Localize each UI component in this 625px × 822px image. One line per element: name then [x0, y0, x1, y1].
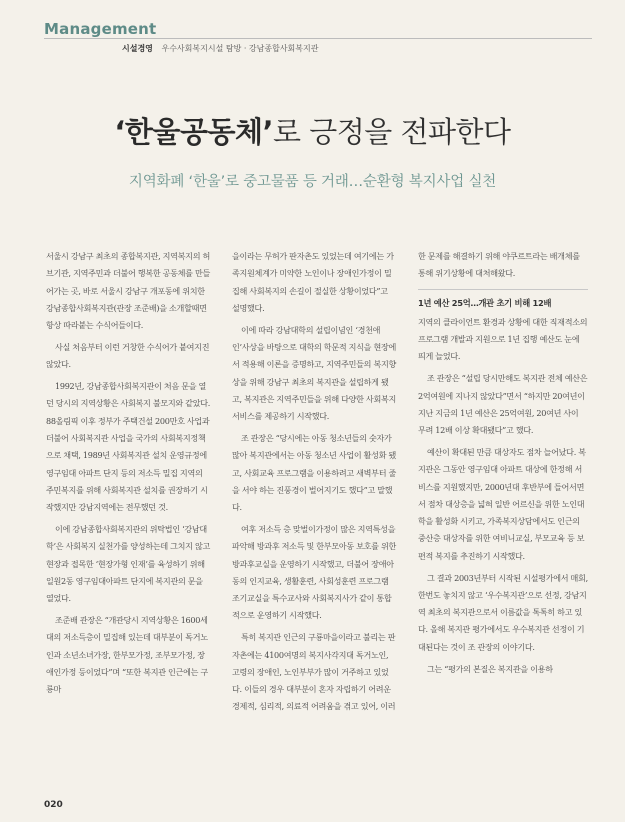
paragraph: 사실 처음부터 이런 거창한 수식어가 붙여지진 않았다. [46, 341, 210, 370]
paragraph: 1992년, 강남종합사회복지관이 처음 문을 열던 당시의 지역상황은 사회복지 불모지와 같았다. 88올림픽 이후 정부가 주택건설 200만호 사업과 더불어 사회복지관 사업을 국가의 사회복지정책으로 채택, 1989년 사회복지관 설치 운영규정에 영구임대 아파트 단지 등의 저소득 밀집 지역의 주민복지를 위해 사회복지관 설치를 권장하기 시작했지만 강남지역에는 전무했던 것. [46, 381, 211, 513]
section-tag: Management [44, 20, 157, 38]
paragraph: 서울시 강남구 최초의 종합복지관, 지역복지의 허브기관, 지역주민과 더불어 행복한 공동체를 만들어가는 곳, 바로 서울시 강남구 개포동에 위치한 강남종합사회복지관(관장 조준배)을 소개할때면 항상 따라붙는 수식어들이다. [46, 251, 211, 331]
paragraph: 그 결과 2003년부터 시작된 시설평가에서 매회, 한번도 놓치지 않고 ‘우수복지관’으로 선정, 강남지역 최초의 복지관으로서 이름값을 톡톡히 하고 있다. 올해 복지관 평가에서도 우수복지관 선정이 기대된다는 것이 조 관장의 이야기다. [418, 572, 588, 652]
text-column-2 [232, 248, 396, 720]
article-title [0, 110, 625, 151]
paragraph: 조준배 관장은 “개관당시 지역상황은 1600세대의 저소득층이 밀집해 있는데 대부분이 독거노인과 소년소녀가장, 한부모가정, 조부모가정, 장애인가정 등이었다”며 “또한 복지관 인근에는 구룡마 [46, 614, 208, 695]
paragraph: 그는 “평가의 본질은 복지관을 이용하 [427, 663, 553, 674]
paragraph: 한 문제를 해결하기 위해 야쿠르트라는 배개체를 통해 위기상황에 대처해왔다. [418, 251, 580, 279]
paragraph: 을이라는 무허가 판자촌도 있었는데 여기에는 가족지원체계가 미약한 노인이나 장애인가정이 밀집해 사회복지의 손길이 절실한 상황이었다”고 설명했다. [232, 251, 394, 313]
paragraph: 조 관장은 “당시에는 아동 청소년들의 숫자가 많아 복지관에서는 아동 청소년 사업이 활성화 됐고, 사회교육 프로그램을 이용하려고 새벽부터 줄을 서야 하는 진풍경이 벌어지기도 했다”고 말했다. [232, 432, 397, 513]
paragraph: 특히 복지관 인근의 구룡마을이라고 불리는 판자촌에는 4100여명의 복지사각지대 독거노인, 고령의 장애인, 노인부부가 많이 거주하고 있었다. 이들의 경우 대부분이 혼자 자립하기 어려운 경제적, 심리적, 의료적 어려움을 겪고 있어, 이러 [232, 632, 396, 712]
page-number: 020 [44, 800, 63, 810]
breadcrumb-category: 시설경영 [122, 44, 153, 53]
paragraph: 여후 저소득 층 맞벌이가정이 많은 지역특성을 파악해 방과후 저소득 및 한부모아동 보호를 위한 방과후교실을 운영하기 시작했고, 더불어 장애아동의 인지교육, 생활훈련, 사회성훈련 프로그램 조기교실을 특수교사와 사회복지사가 같이 통합적으로 운영하기 시작했다. [232, 523, 397, 621]
paragraph: 이에 강남종합사회복지관의 위탁법인 ‘강남대학’은 사회복지 실천가를 양성하는데 그치지 않고 현장과 접목한 ‘현장가형 인재’를 육성하기 위해 일원2동 영구임대아파트 단지에 복지관의 문을 열었다. [46, 523, 211, 604]
paragraph: 예산이 확대된 만큼 대상자도 점차 늘어났다. 복지관은 그동안 영구임대 아파트 대상에 한정해 서비스를 지원했지만, 2000년대 후반부에 들어서면서 점차 대상층을 넓혀 일반 어르신을 위한 노인대학을 활성화 시키고, 가족복지상담에서도 인근의 중산층 대상자를 위한 여비니교실, 부모교육 등 보편적 복지를 추진하기 시작했다. [418, 446, 586, 561]
section-heading: 1년 예산 25억…개관 초기 비해 12배 [418, 289, 588, 312]
paragraph: 조 관장은 “설립 당시만해도 복지관 전체 예산은 2억여원에 지나지 않았다”면서 “하지만 20여년이 지난 지금의 1년 예산은 25억여원, 20여년 사이 무려 12배 이상 확대됐다”고 했다. [418, 373, 588, 436]
text-column-1 [46, 248, 210, 703]
header-divider [44, 38, 592, 39]
breadcrumb-text: 우수사회복지시설 탐방 · 강남종합사회복지관 [161, 44, 319, 53]
article-subtitle: 지역화폐 ‘한울’로 중고물품 등 거래…순환형 복지사업 실천 [128, 174, 497, 190]
article-title-rest: 로 긍정을 전파한다 [273, 115, 511, 149]
paragraph: 이에 따라 강남대학의 설립이념인 ‘경천애인’사상을 바탕으로 대학의 학문적 지식을 현장에서 적용해 이론을 증명하고, 지역주민들의 복지향상을 위해 강남구 최초의 복지관을 설립하게 됐고, 복지관은 지역주민들을 위해 다양한 사회복지서비스를 제공하기 시작했다. [232, 324, 397, 422]
article-title-quoted: ‘한울공동체’ [114, 115, 274, 149]
text-column-3 [418, 248, 588, 682]
breadcrumb [122, 43, 318, 54]
paragraph: 지역의 클라이언트 환경과 상황에 대한 직재적소의 프로그램 개발과 지원으로 1년 집행 예산도 눈에 띄게 늘었다. [418, 316, 588, 362]
